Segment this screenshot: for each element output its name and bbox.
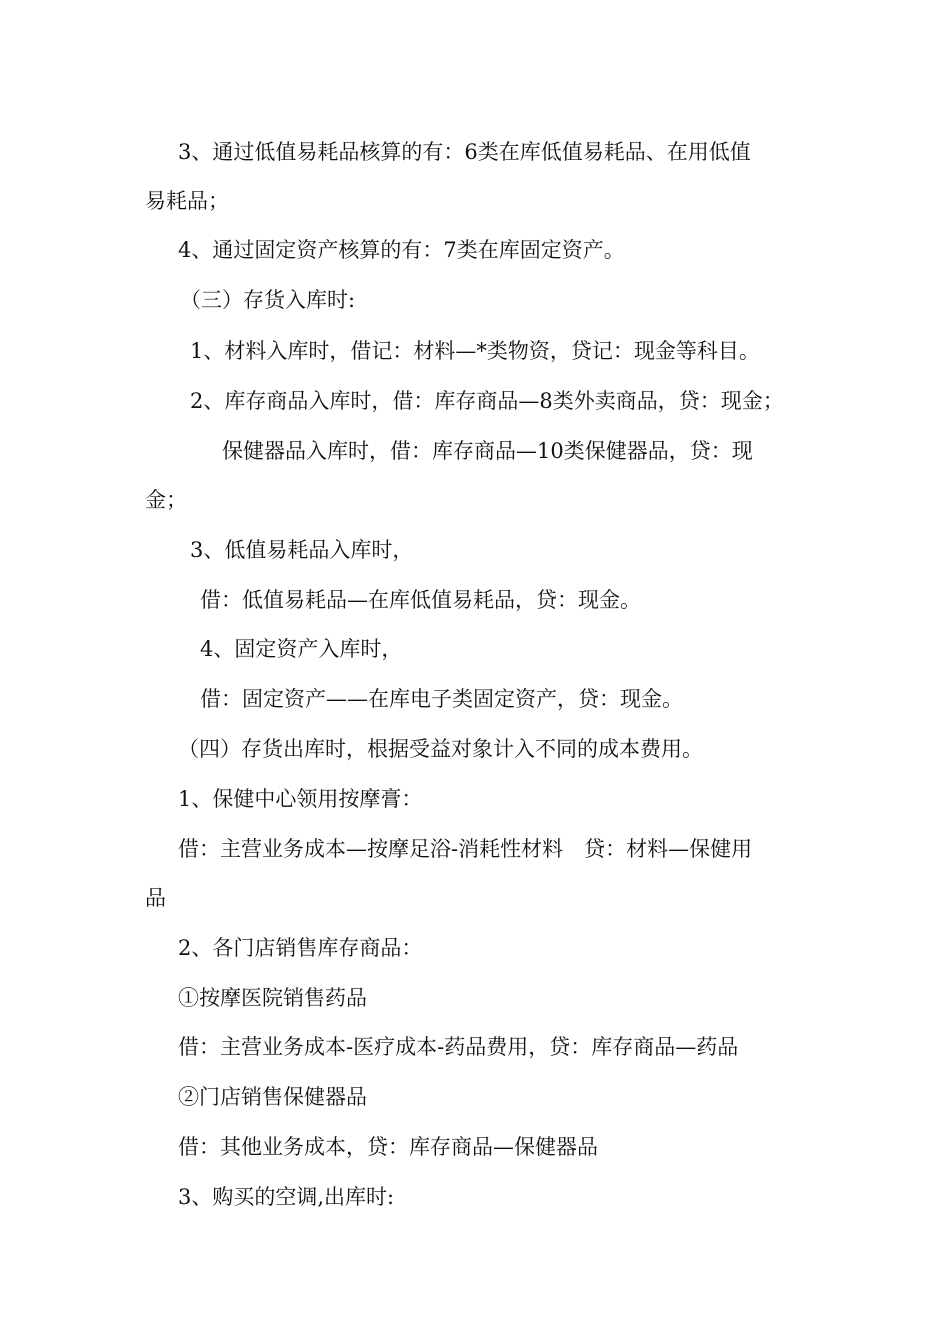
text-line: 金；	[145, 488, 187, 512]
text-line: 借：主营业务成本—按摩足浴-消耗性材料 贷：材料—保健用	[178, 837, 753, 861]
text-line: 借：低值易耗品—在库低值易耗品，贷：现金。	[200, 588, 641, 612]
text-line: 借：其他业务成本，贷：库存商品—保健器品	[178, 1135, 598, 1159]
text-line: 易耗品；	[145, 189, 229, 213]
text-line: 4、固定资产入库时，	[200, 637, 403, 661]
section-heading: （四）存货出库时，根据受益对象计入不同的成本费用。	[178, 737, 703, 761]
text-line: ①按摩医院销售药品	[178, 986, 367, 1010]
text-line: 借：固定资产——在库电子类固定资产，贷：现金。	[200, 687, 683, 711]
text-line: ②门店销售保健器品	[178, 1085, 367, 1109]
text-line: 2、各门店销售库存商品：	[178, 936, 423, 960]
text-line: 品	[145, 886, 166, 910]
text-line: 1、材料入库时，借记：材料—*类物资，贷记：现金等科目。	[190, 339, 760, 363]
text-line: 4、通过固定资产核算的有：7类在库固定资产。	[178, 238, 625, 262]
text-line: 3、购买的空调,出库时:	[178, 1185, 395, 1209]
text-line: 保健器品入库时，借：库存商品—10类保健器品，贷：现	[222, 439, 753, 463]
text-line: 3、低值易耗品入库时，	[190, 538, 414, 562]
text-line: 1、保健中心领用按摩膏：	[178, 787, 423, 811]
text-line: 借：主营业务成本-医疗成本-药品费用，贷：库存商品—药品	[178, 1035, 739, 1059]
section-heading: （三）存货入库时:	[180, 288, 356, 312]
text-line: 2、库存商品入库时，借：库存商品—8类外卖商品，贷：现金；	[190, 389, 784, 413]
text-line: 3、通过低值易耗品核算的有：6类在库低值易耗品、在用低值	[178, 140, 751, 164]
